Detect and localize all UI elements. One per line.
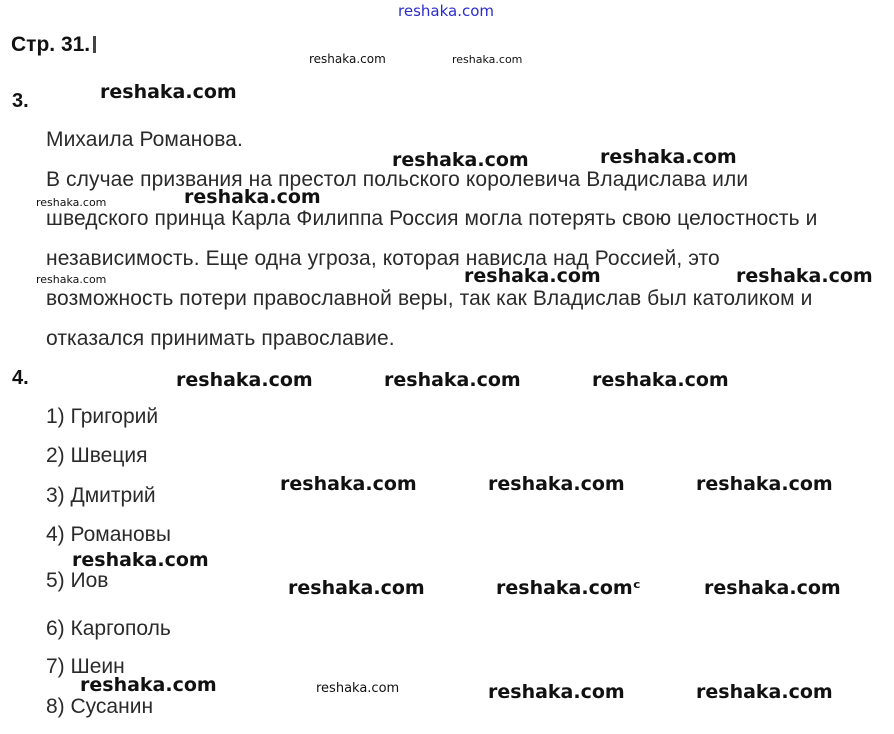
watermark: reshaka.com	[452, 53, 523, 66]
list-item: 4) Романовы	[46, 523, 171, 546]
watermark: reshaka.com	[80, 674, 217, 696]
watermark: reshaka.com	[36, 196, 107, 209]
watermark: reshaka.com	[280, 473, 417, 495]
list-item: 8) Сусанин	[46, 695, 154, 718]
watermark: reshaka.com	[72, 549, 209, 571]
watermark: reshaka.com	[36, 273, 107, 286]
watermark: reshaka.com	[704, 577, 841, 599]
watermark: reshaka.com	[488, 473, 625, 495]
watermark: reshaka.com	[464, 265, 601, 287]
watermark: reshaka.com	[488, 681, 625, 703]
list-item: 7) Шеин	[46, 655, 125, 678]
watermark: reshaka.comᶜ	[496, 577, 641, 599]
site-watermark-top: reshaka.com	[398, 2, 494, 20]
task-number-3: 3.	[12, 90, 29, 112]
watermark: reshaka.com	[288, 577, 425, 599]
text-cursor-mark	[93, 36, 96, 53]
watermark: reshaka.com	[392, 149, 529, 171]
watermark: reshaka.com	[316, 681, 400, 696]
task3-line: возможность потери православной веры, так как Владислав был католиком и	[46, 287, 813, 310]
task3-line: независимость. Еще одна угроза, которая нависла над Россией, это	[46, 247, 720, 270]
task-number-4: 4.	[12, 367, 29, 389]
task3-line: отказался принимать православие.	[46, 327, 395, 350]
watermark: reshaka.com	[696, 473, 833, 495]
watermark: reshaka.com	[384, 369, 521, 391]
list-item: 2) Швеция	[46, 444, 148, 467]
page-label: Стр. 31.	[11, 33, 96, 57]
list-item: 1) Григорий	[46, 405, 159, 428]
task3-line: В случае призвания на престол польского королевича Владислава или	[46, 168, 749, 191]
watermark: reshaka.com	[736, 265, 873, 287]
list-item: 3) Дмитрий	[46, 484, 156, 507]
watermark: reshaka.com	[184, 186, 321, 208]
watermark: reshaka.com	[600, 146, 737, 168]
task3-line: шведского принца Карла Филиппа Россия могла потерять свою целостность и	[46, 207, 818, 230]
watermark: reshaka.com	[592, 369, 729, 391]
watermark: reshaka.com	[176, 369, 313, 391]
list-item: 5) Иов	[46, 569, 109, 592]
watermark: reshaka.com	[100, 81, 237, 103]
watermark: reshaka.com	[309, 52, 386, 66]
list-item: 6) Каргополь	[46, 617, 171, 640]
watermark: reshaka.com	[696, 681, 833, 703]
task3-line: Михаила Романова.	[46, 128, 243, 151]
